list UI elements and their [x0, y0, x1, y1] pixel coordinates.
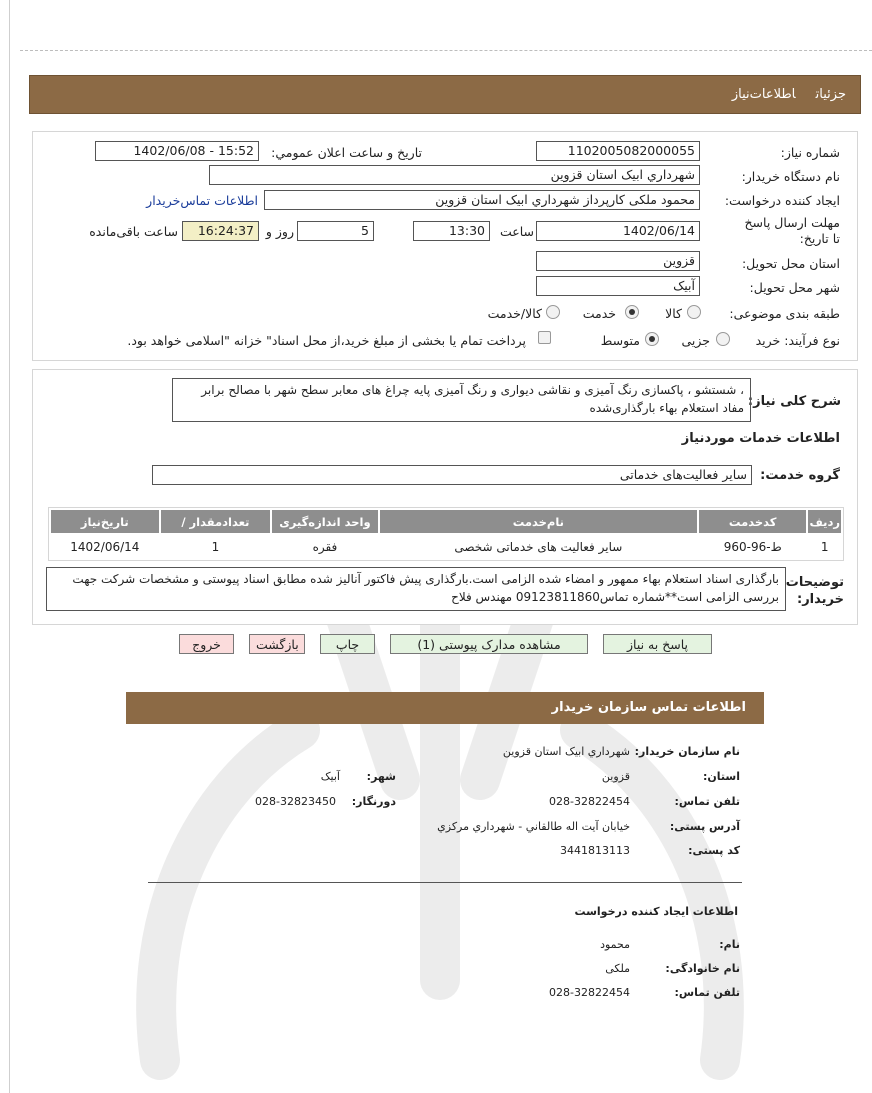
creator-family-label: نام خانوادگی:	[665, 962, 740, 975]
contact-address-label: آدرس پستی:	[669, 820, 740, 833]
delivery-province-field: قزوين	[536, 251, 700, 271]
creator-name-value: محمود	[600, 938, 630, 951]
contact-city-label: شهر:	[366, 770, 396, 783]
contact-fax-label: دورنگار:	[351, 795, 396, 808]
delivery-city-field: آبيک	[536, 276, 700, 296]
exit-button[interactable]: خروج	[179, 634, 234, 654]
table-row	[50, 534, 842, 559]
creator-phone-value: 028-32822454	[549, 986, 630, 999]
buyer-contact-link[interactable]: اطلاعات تماس‌خریدار	[146, 193, 258, 208]
buyer-notes-field: بارگذاری اسناد استعلام بهاء ممهور و امضاء شده الزامی است.بارگذاری پیش فاکتور آنالیز شده مطابق اسناد پیوستی و مشخصات شرکت جهت بررسی الزامی است**شماره تماس09123811860 مهندس فلاح	[46, 567, 786, 611]
creator-family-value: ملکی	[605, 962, 630, 975]
category-goods-service-radio[interactable]	[546, 305, 560, 319]
category-goods-label: کالا	[665, 306, 682, 321]
delivery-city-label: شهر محل تحویل:	[749, 280, 840, 295]
deadline-date-field: 1402/06/14	[536, 221, 700, 241]
creator-field: محمود ملکی کارپرداز شهرداري ابيک استان قزوين	[264, 190, 700, 210]
contact-postal-label: کد پستی:	[688, 844, 740, 857]
cell-service-code: ط-96-960	[698, 534, 807, 559]
buyer-name-label: نام دستگاه خریدار:	[741, 169, 840, 184]
frame-left-border	[9, 0, 10, 1093]
cell-service-name: سایر فعالیت های خدماتی شخصی	[379, 534, 698, 559]
deadline-label: مهلت ارسال پاسخ تا تاریخ:	[744, 215, 840, 246]
col-unit: واحد اندازه‌گیری	[271, 509, 379, 534]
frame-top-border	[20, 50, 872, 51]
service-group-field: سایر فعالیت‌های خدماتی	[152, 465, 752, 485]
col-quantity: تعدادمقدار /	[160, 509, 272, 534]
deadline-time-label: ساعت	[499, 224, 534, 239]
creator-info-title: اطلاعات ایجاد کننده درخواست	[574, 905, 738, 918]
cell-unit: فقره	[271, 534, 379, 559]
category-label: طبقه بندی موضوعی:	[729, 306, 840, 321]
contact-fax-value: 028-32823450	[255, 795, 336, 808]
tabs-bar	[29, 75, 861, 114]
contact-city-value: آبيک	[320, 770, 340, 783]
treasury-payment-checkbox[interactable]	[538, 331, 551, 344]
days-remaining-field: 5	[297, 221, 374, 241]
process-type-label: نوع فرآیند: خرید	[755, 333, 840, 348]
contact-postal-value: 3441813113	[560, 844, 630, 857]
announce-date-field: 1402/06/08 - 15:52	[95, 141, 259, 161]
days-label: روز و	[265, 224, 294, 239]
print-button[interactable]: چاپ	[320, 634, 375, 654]
col-service-name: نام‌خدمت	[379, 509, 698, 534]
process-medium-label: متوسط	[600, 333, 640, 348]
contact-phone-value: 028-32822454	[549, 795, 630, 808]
announce-date-label: تاریخ و ساعت اعلان عمومي:	[271, 145, 422, 160]
col-row: ردیف	[807, 509, 842, 534]
section-divider	[148, 882, 742, 883]
col-service-code: کدخدمت	[698, 509, 807, 534]
services-table-wrap	[48, 507, 844, 561]
category-service-label: خدمت	[582, 306, 616, 321]
creator-name-label: نام:	[719, 938, 740, 951]
need-number-label: شماره نیاز:	[780, 145, 840, 160]
services-section-title: اطلاعات خدمات موردنیاز	[681, 431, 840, 446]
buyer-notes-label: توضیحات خریدار:	[785, 575, 844, 607]
creator-label: ایجاد کننده درخواست:	[724, 193, 840, 208]
contact-org-label: نام سازمان خریدار:	[634, 745, 740, 758]
reply-button[interactable]: پاسخ به نیاز	[603, 634, 712, 654]
tab-details[interactable]: جزئیات	[815, 87, 846, 102]
need-number-field: 1102005082000055	[536, 141, 700, 161]
attachments-button[interactable]: مشاهده مدارک پیوستی (1)	[390, 634, 588, 654]
tab-need-info[interactable]: اطلاعات‌نیاز	[731, 87, 796, 102]
cell-row: 1	[807, 534, 842, 559]
treasury-payment-note: پرداخت تمام یا بخشی از مبلغ خرید،از محل اسناد" خزانه "اسلامی خواهد بود.	[127, 333, 526, 348]
contact-phone-label: تلفن تماس:	[674, 795, 740, 808]
category-goods-radio[interactable]	[687, 305, 701, 319]
creator-phone-label: تلفن تماس:	[674, 986, 740, 999]
category-service-radio[interactable]	[625, 305, 639, 319]
services-table	[49, 508, 843, 560]
contact-province-label: استان:	[703, 770, 740, 783]
description-label: شرح کلی نیاز:	[747, 394, 841, 409]
delivery-province-label: استان محل تحویل:	[741, 256, 840, 271]
process-medium-radio[interactable]	[645, 332, 659, 346]
contact-address-value: خيابان آيت اله طالقاني - شهرداري مرکزي	[437, 820, 630, 833]
cell-need-date: 1402/06/14	[50, 534, 160, 559]
time-remaining-label: ساعت باقی‌مانده	[89, 224, 178, 239]
buyer-contact-title: اطلاعات تماس سازمان خریدار	[126, 692, 764, 724]
buyer-name-field: شهرداري ابيک استان قزوين	[209, 165, 700, 185]
contact-province-value: قزوين	[601, 770, 630, 783]
cell-quantity: 1	[160, 534, 272, 559]
category-goods-service-label: کالا/خدمت	[487, 306, 542, 321]
process-minor-radio[interactable]	[716, 332, 730, 346]
contact-org-value: شهرداري ابيک استان قزوين	[502, 745, 630, 758]
service-group-label: گروه خدمت:	[760, 468, 840, 483]
time-remaining-field: 16:24:37	[182, 221, 259, 241]
deadline-time-field: 13:30	[413, 221, 490, 241]
col-need-date: تاریخ‌نیاز	[50, 509, 160, 534]
services-table-header	[50, 509, 842, 534]
description-field: ، شستشو ، پاکسازی رنگ آمیزی و نقاشی دیواری و رنگ آمیزی پایه چراغ های معابر سطح شهر با مصالح برابر مفاد استعلام بهاء بارگذاری‌شده	[172, 378, 751, 422]
process-minor-label: جزیی	[681, 333, 710, 348]
back-button[interactable]: بازگشت	[249, 634, 305, 654]
